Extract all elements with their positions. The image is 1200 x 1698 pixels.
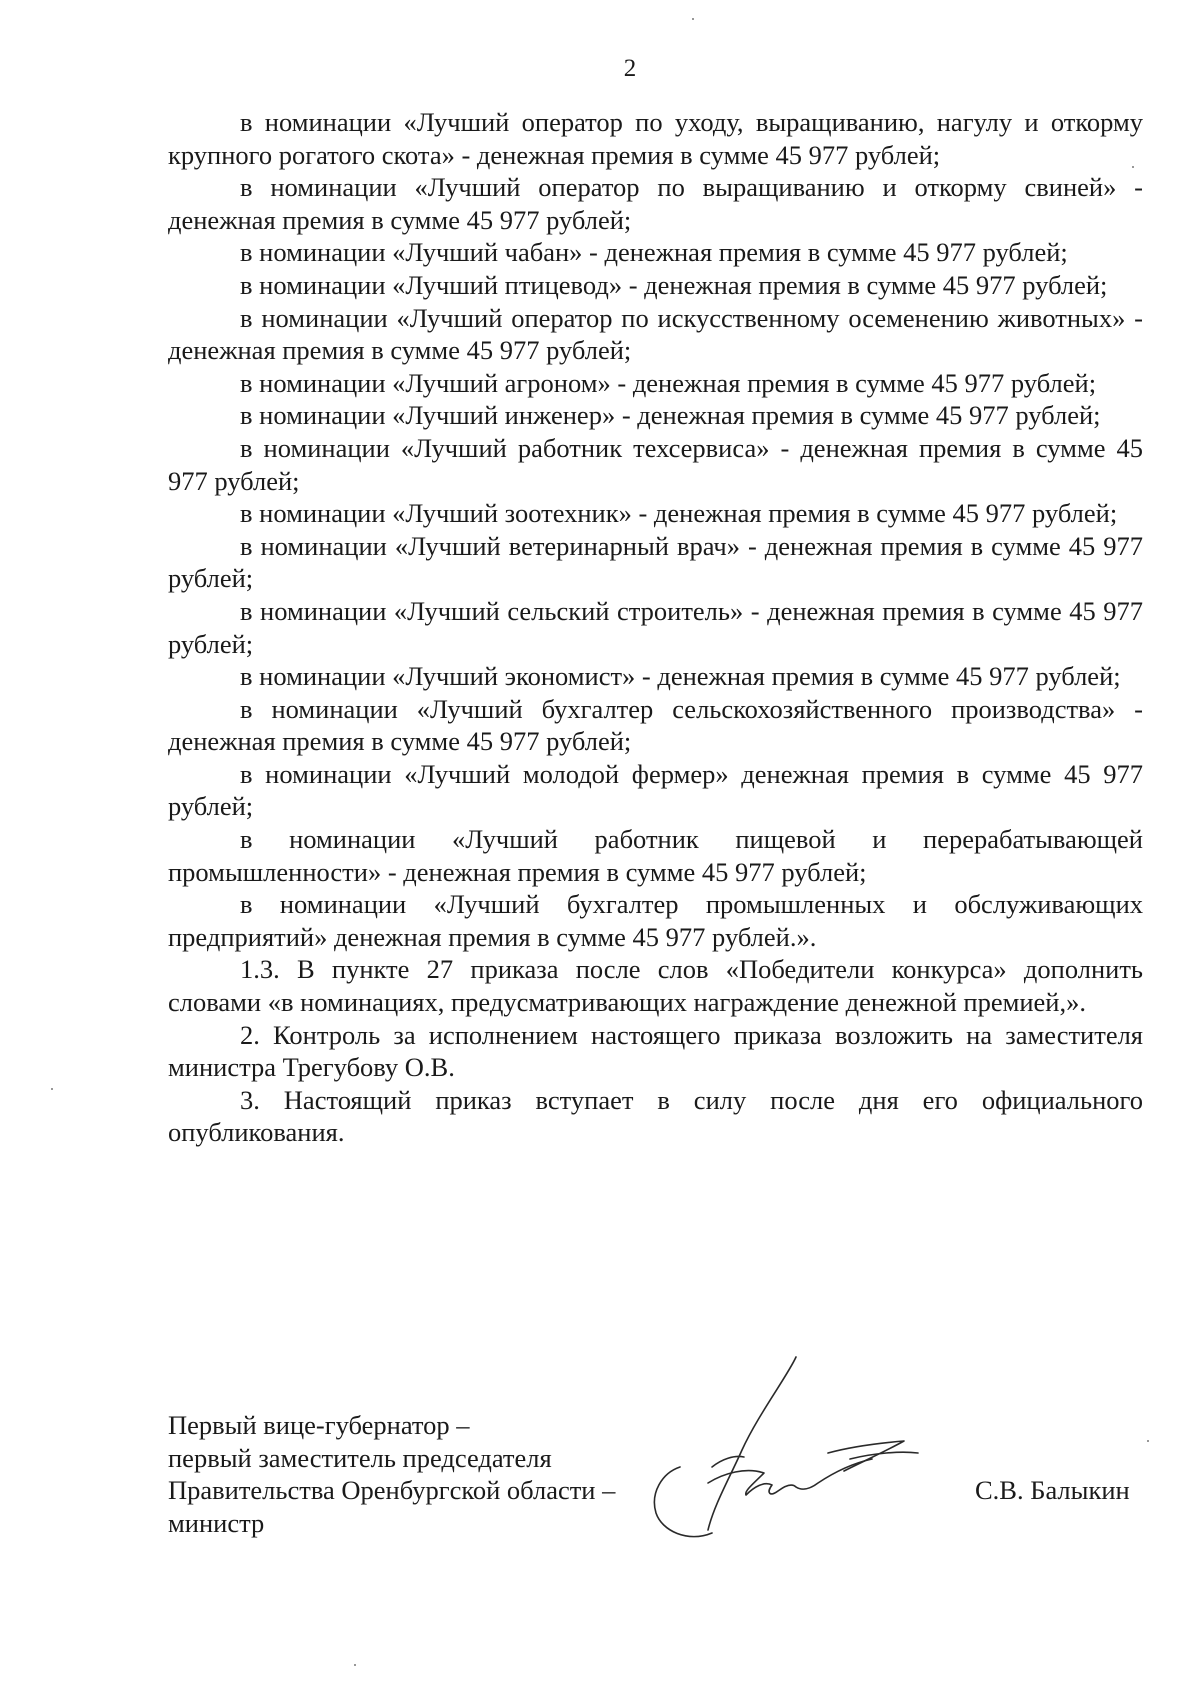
paragraph-clause-3: 3. Настоящий приказ вступает в силу после дня его официального опубликования. [168,1084,1143,1148]
paragraph-nomination-food-industry: в номинации «Лучший работник пищевой и перерабатывающей промышленности» - денежная премия в сумме 45 977 рублей; [168,824,1143,887]
signatory-title [168,1409,615,1539]
paragraph-clause-2: 2. Контроль за исполнением настоящего приказа возложить на заместителя министра Трегубову О.В. [168,1019,1143,1083]
paragraph-nomination-builder: в номинации «Лучший сельский строитель» - денежная премия в сумме 45 977 рублей; [168,595,1143,659]
paragraph-nomination-zootechnician: в номинации «Лучший зоотехник» - денежная премия в сумме 45 977 рублей; [240,498,1118,529]
paragraph-nomination-cattle-operator: в номинации «Лучший оператор по уходу, выращиванию, нагулу и откорму крупного рогатого скота» - денежная премия в сумме 45 977 рублей; [168,107,1143,170]
signatory-title-line: министр [168,1507,265,1538]
paragraph-nomination-economist: в номинации «Лучший экономист» - денежная премия в сумме 45 977 рублей; [240,661,1121,692]
signatory-title-line: первый заместитель председателя [168,1442,552,1473]
scan-speck [1132,166,1134,168]
paragraph-nomination-tech-service: в номинации «Лучший работник техсервиса» - денежная премия в сумме 45 977 рублей; [168,432,1143,496]
page-number: 2 [623,55,637,82]
paragraph-clause-1-3: 1.3. В пункте 27 приказа после слов «Победители конкурса» дополнить словами «в номинациях, предусматривающих награждение денежной премией,». [168,954,1143,1018]
paragraph-nomination-agronomist: в номинации «Лучший агроном» - денежная премия в сумме 45 977 рублей; [240,367,1097,398]
signatory-name: С.В. Балыкин [975,1475,1130,1505]
paragraph-nomination-agri-accountant: в номинации «Лучший бухгалтер сельскохозяйственного производства» - денежная премия в сумме 45 977 рублей; [168,693,1143,757]
signatory-title-line: Первый вице-губернатор – [168,1410,470,1440]
paragraph-nomination-insemination: в номинации «Лучший оператор по искусственному осеменению животных» - денежная премия в сумме 45 977 рублей; [168,302,1143,366]
paragraph-nomination-veterinarian: в номинации «Лучший ветеринарный врач» - денежная премия в сумме 45 977 рублей; [168,530,1143,594]
paragraph-nomination-engineer: в номинации «Лучший инженер» - денежная премия в сумме 45 977 рублей; [240,400,1101,431]
paragraph-nomination-industrial-accountant: в номинации «Лучший бухгалтер промышленных и обслуживающих предприятий» денежная премия в сумме 45 977 рублей.». [168,889,1143,952]
paragraph-nomination-young-farmer: в номинации «Лучший молодой фермер» денежная премия в сумме 45 977 рублей; [168,758,1143,822]
paragraph-nomination-poultry: в номинации «Лучший птицевод» - денежная премия в сумме 45 977 рублей; [240,269,1108,300]
paragraph-nomination-pig-operator: в номинации «Лучший оператор по выращиванию и откорму свиней» - денежная премия в сумме 45 977 рублей; [168,172,1143,235]
scan-speck [1147,1440,1149,1442]
paragraph-nomination-shepherd: в номинации «Лучший чабан» - денежная премия в сумме 45 977 рублей; [240,237,1068,268]
signatory-title-line: Правительства Оренбургской области – [168,1475,616,1506]
scan-speck [51,1088,53,1090]
scan-speck [692,18,694,20]
handwritten-signature [650,1355,950,1555]
document-body [168,106,1143,1149]
scan-speck [354,1664,356,1666]
